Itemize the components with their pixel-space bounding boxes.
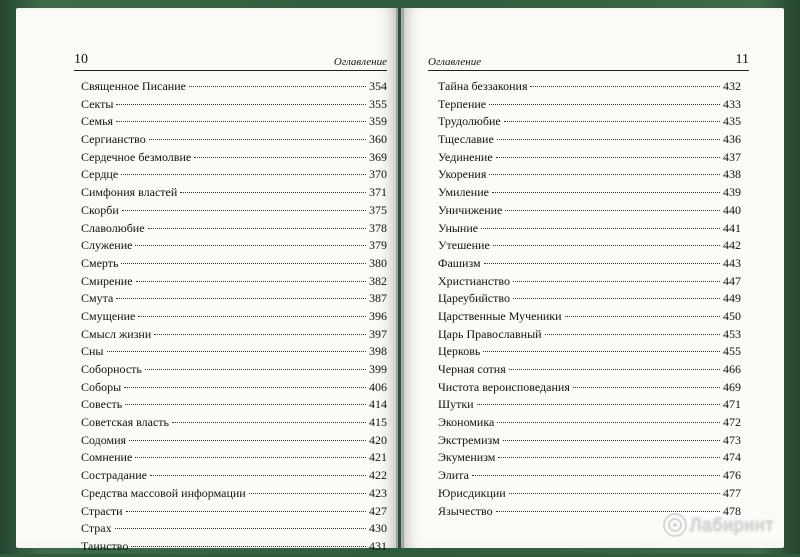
- toc-entry-page-number: 359: [369, 114, 387, 129]
- toc-entry-page-number: 387: [369, 291, 387, 306]
- toc-entry-page-number: 414: [369, 397, 387, 412]
- toc-entry-term: Содомия: [81, 432, 127, 447]
- book-gutter: [396, 8, 404, 548]
- toc-entry-term: Царь Православный: [438, 326, 542, 341]
- left-page-number: 10: [74, 52, 88, 67]
- toc-entry-term: Умиление: [438, 185, 489, 200]
- dot-leader: [489, 174, 720, 175]
- toc-entry-page-number: 399: [369, 362, 387, 376]
- toc-entry-page-number: 431: [369, 538, 387, 553]
- toc-entry-term: Средства массовой информации: [81, 485, 246, 500]
- toc-entry-page-number: 449: [723, 291, 741, 306]
- toc-entry-term: Чистота вероисповедания: [438, 379, 570, 394]
- toc-entry-page-number: 379: [369, 238, 387, 253]
- left-toc-list: [81, 79, 387, 557]
- dot-leader: [107, 351, 367, 352]
- toc-entry-term: Элита: [438, 468, 469, 483]
- dot-leader: [149, 139, 366, 140]
- toc-entry-term: Язычество: [438, 503, 493, 518]
- toc-entry-term: Цареубийство: [438, 291, 510, 306]
- toc-entry-term: Фашизм: [438, 255, 481, 270]
- dot-leader: [509, 493, 720, 494]
- toc-entry-page-number: 453: [723, 326, 741, 341]
- dot-leader: [125, 404, 366, 405]
- right-running-head: [428, 52, 749, 71]
- dot-leader: [489, 104, 720, 105]
- toc-entry-term: Славолюбие: [81, 220, 145, 235]
- toc-entry-page-number: 436: [723, 132, 741, 147]
- watermark-text: Лабиринт: [689, 514, 774, 535]
- toc-entry-term: Служение: [81, 238, 133, 253]
- toc-entry: [81, 486, 387, 504]
- toc-entry: [438, 167, 741, 185]
- dot-leader: [126, 511, 366, 512]
- dot-leader: [484, 263, 720, 264]
- toc-entry-term: Смирение: [81, 273, 133, 288]
- toc-entry: [81, 433, 387, 451]
- dot-leader: [122, 210, 366, 211]
- dot-leader: [150, 475, 366, 476]
- toc-entry-page-number: 423: [369, 485, 387, 500]
- toc-entry-term: Сомнение: [81, 450, 133, 465]
- toc-entry: [81, 397, 387, 415]
- toc-entry-page-number: 477: [723, 485, 741, 500]
- dot-leader: [545, 334, 720, 335]
- toc-entry: [81, 203, 387, 221]
- toc-entry: [438, 415, 741, 433]
- toc-entry-term: Тайна беззакония: [438, 79, 528, 93]
- toc-entry-page-number: 371: [369, 185, 387, 200]
- toc-entry-term: Сергианство: [81, 132, 146, 147]
- dot-leader: [148, 228, 366, 229]
- dot-leader: [154, 334, 366, 335]
- dot-leader: [513, 298, 720, 299]
- toc-entry: [438, 97, 741, 115]
- toc-entry-page-number: 476: [723, 468, 741, 483]
- toc-entry-term: Уничижение: [438, 202, 503, 217]
- dot-leader: [115, 528, 366, 529]
- toc-entry: [81, 150, 387, 168]
- toc-entry: [438, 450, 741, 468]
- toc-entry: [438, 380, 741, 398]
- toc-entry-page-number: 474: [723, 450, 741, 465]
- toc-entry: [81, 185, 387, 203]
- toc-entry-page-number: 382: [369, 273, 387, 288]
- toc-entry: [81, 521, 387, 539]
- dot-leader: [249, 493, 366, 494]
- toc-entry-term: Сердечное безмолвие: [81, 149, 192, 164]
- dot-leader: [492, 192, 720, 193]
- toc-entry-term: Соборы: [81, 379, 122, 394]
- dot-leader: [116, 104, 366, 105]
- toc-entry-page-number: 422: [369, 468, 387, 483]
- toc-entry: [81, 114, 387, 132]
- dot-leader: [530, 86, 720, 87]
- toc-entry-term: Смысл жизни: [81, 326, 152, 341]
- dot-leader: [573, 387, 720, 388]
- dot-leader: [131, 546, 366, 547]
- left-running-head: [74, 52, 387, 71]
- toc-entry: [81, 291, 387, 309]
- toc-entry-term: Шутки: [438, 397, 474, 412]
- toc-entry-page-number: 370: [369, 167, 387, 182]
- toc-entry: [438, 327, 741, 345]
- toc-entry: [438, 433, 741, 451]
- toc-entry-page-number: 380: [369, 255, 387, 270]
- toc-entry: [81, 327, 387, 345]
- toc-entry-term: Тщеславие: [438, 132, 494, 147]
- toc-entry-page-number: 397: [369, 326, 387, 341]
- dot-leader: [503, 440, 720, 441]
- toc-entry-page-number: 472: [723, 415, 741, 430]
- toc-entry: [438, 486, 741, 504]
- dot-leader: [135, 245, 366, 246]
- toc-entry: [81, 274, 387, 292]
- dot-leader: [116, 298, 366, 299]
- dot-leader: [121, 174, 366, 175]
- toc-entry-page-number: 375: [369, 202, 387, 217]
- toc-entry-term: Таинство: [81, 538, 129, 553]
- dot-leader: [497, 139, 720, 140]
- toc-entry: [81, 344, 387, 362]
- dot-leader: [509, 369, 720, 370]
- toc-entry-page-number: 396: [369, 308, 387, 323]
- toc-entry: [438, 344, 741, 362]
- toc-entry-page-number: 439: [723, 185, 741, 200]
- labyrinth-logo-icon: [662, 512, 688, 538]
- toc-entry-page-number: 355: [369, 96, 387, 111]
- toc-entry-page-number: 360: [369, 132, 387, 147]
- toc-entry-term: Терпение: [438, 96, 487, 111]
- toc-entry-term: Смерть: [81, 255, 119, 270]
- toc-entry-term: Утешение: [438, 238, 490, 253]
- toc-entry: [438, 79, 741, 97]
- dot-leader: [496, 157, 720, 158]
- dot-leader: [497, 422, 720, 423]
- toc-entry-page-number: 466: [723, 362, 741, 376]
- right-running-title: Оглавление: [428, 56, 482, 68]
- toc-entry: [438, 203, 741, 221]
- toc-entry: [81, 167, 387, 185]
- dot-leader: [504, 121, 720, 122]
- toc-entry-term: Скорби: [81, 202, 119, 217]
- dot-leader: [472, 475, 720, 476]
- toc-entry-page-number: 447: [723, 273, 741, 288]
- toc-entry: [438, 132, 741, 150]
- toc-entry-term: Семья: [81, 114, 114, 129]
- dot-leader: [498, 457, 720, 458]
- toc-entry: [81, 380, 387, 398]
- toc-entry-page-number: 430: [369, 521, 387, 536]
- toc-entry-page-number: 378: [369, 220, 387, 235]
- dot-leader: [493, 245, 720, 246]
- toc-entry-page-number: 471: [723, 397, 741, 412]
- toc-entry-term: Юрисдикции: [438, 485, 506, 500]
- toc-entry-page-number: 441: [723, 220, 741, 235]
- toc-entry: [81, 97, 387, 115]
- toc-entry: [81, 256, 387, 274]
- toc-entry-term: Уныние: [438, 220, 479, 235]
- toc-entry: [438, 114, 741, 132]
- toc-entry-page-number: 398: [369, 344, 387, 359]
- dot-leader: [194, 157, 366, 158]
- toc-entry: [81, 79, 387, 97]
- toc-entry-term: Черная сотня: [438, 362, 506, 376]
- dot-leader: [172, 422, 366, 423]
- toc-entry-term: Экуменизм: [438, 450, 496, 465]
- toc-entry-page-number: 415: [369, 415, 387, 430]
- toc-entry: [438, 309, 741, 327]
- toc-entry-term: Смущение: [81, 308, 136, 323]
- toc-entry-term: Советская власть: [81, 415, 170, 430]
- toc-entry: [81, 450, 387, 468]
- toc-entry-term: Экстремизм: [438, 432, 500, 447]
- toc-entry-page-number: 369: [369, 149, 387, 164]
- toc-entry-page-number: 473: [723, 432, 741, 447]
- dot-leader: [189, 86, 366, 87]
- toc-entry-term: Страх: [81, 521, 112, 536]
- toc-entry-term: Сны: [81, 344, 104, 359]
- dot-leader: [121, 263, 366, 264]
- toc-entry-page-number: 421: [369, 450, 387, 465]
- right-page: [401, 8, 784, 548]
- toc-entry: [81, 309, 387, 327]
- toc-entry-page-number: 469: [723, 379, 741, 394]
- dot-leader: [135, 457, 366, 458]
- dot-leader: [481, 228, 720, 229]
- toc-entry: [81, 504, 387, 522]
- dot-leader: [129, 440, 366, 441]
- toc-entry-term: Экономика: [438, 415, 495, 430]
- toc-entry-page-number: 437: [723, 149, 741, 164]
- right-page-number: 11: [735, 52, 749, 67]
- dot-leader: [180, 192, 366, 193]
- dot-leader: [477, 404, 720, 405]
- toc-entry-page-number: 438: [723, 167, 741, 182]
- toc-entry-page-number: 435: [723, 114, 741, 129]
- toc-entry-page-number: 442: [723, 238, 741, 253]
- left-running-title: Оглавление: [333, 56, 387, 68]
- toc-entry-term: Священное Писание: [81, 79, 186, 93]
- toc-entry: [81, 468, 387, 486]
- toc-entry-page-number: 406: [369, 379, 387, 394]
- toc-entry-page-number: 433: [723, 96, 741, 111]
- toc-entry-term: Сердце: [81, 167, 119, 182]
- toc-entry-page-number: 427: [369, 503, 387, 518]
- toc-entry-page-number: 443: [723, 255, 741, 270]
- toc-entry: [438, 256, 741, 274]
- toc-entry: [438, 238, 741, 256]
- dot-leader: [124, 387, 366, 388]
- toc-entry: [438, 185, 741, 203]
- toc-entry-page-number: 478: [723, 503, 741, 518]
- toc-entry: [81, 415, 387, 433]
- toc-entry: [438, 397, 741, 415]
- toc-entry: [81, 362, 387, 380]
- dot-leader: [136, 281, 366, 282]
- toc-entry-term: Укорения: [438, 167, 487, 182]
- dot-leader: [505, 210, 720, 211]
- toc-entry-term: Уединение: [438, 149, 493, 164]
- toc-entry-term: Сострадание: [81, 468, 147, 483]
- toc-entry-page-number: 450: [723, 308, 741, 323]
- toc-entry-term: Церковь: [438, 344, 481, 359]
- toc-entry-page-number: 354: [369, 79, 387, 93]
- toc-entry: [438, 150, 741, 168]
- dot-leader: [565, 316, 720, 317]
- toc-entry-term: Смута: [81, 291, 114, 306]
- toc-entry-term: Соборность: [81, 362, 142, 376]
- toc-entry-term: Страсти: [81, 503, 123, 518]
- dot-leader: [483, 351, 720, 352]
- toc-entry-term: Симфония властей: [81, 185, 178, 200]
- toc-entry: [438, 291, 741, 309]
- toc-entry: [438, 221, 741, 239]
- dot-leader: [138, 316, 366, 317]
- toc-entry-page-number: 440: [723, 202, 741, 217]
- toc-entry-term: Совесть: [81, 397, 123, 412]
- toc-entry: [81, 221, 387, 239]
- toc-entry-term: Христианство: [438, 273, 510, 288]
- toc-entry-page-number: 432: [723, 79, 741, 93]
- toc-entry-term: Секты: [81, 96, 114, 111]
- right-toc-list: [438, 79, 741, 521]
- dot-leader: [513, 281, 720, 282]
- toc-entry: [438, 468, 741, 486]
- toc-entry: [81, 238, 387, 256]
- dot-leader: [145, 369, 366, 370]
- toc-entry-term: Трудолюбие: [438, 114, 501, 129]
- left-page: [16, 8, 398, 553]
- toc-entry: [438, 274, 741, 292]
- toc-entry: [81, 132, 387, 150]
- toc-entry-term: Царственные Мученики: [438, 308, 562, 323]
- toc-entry: [438, 362, 741, 380]
- watermark: [662, 510, 774, 540]
- toc-entry-page-number: 455: [723, 344, 741, 359]
- dot-leader: [116, 121, 366, 122]
- toc-entry-page-number: 420: [369, 432, 387, 447]
